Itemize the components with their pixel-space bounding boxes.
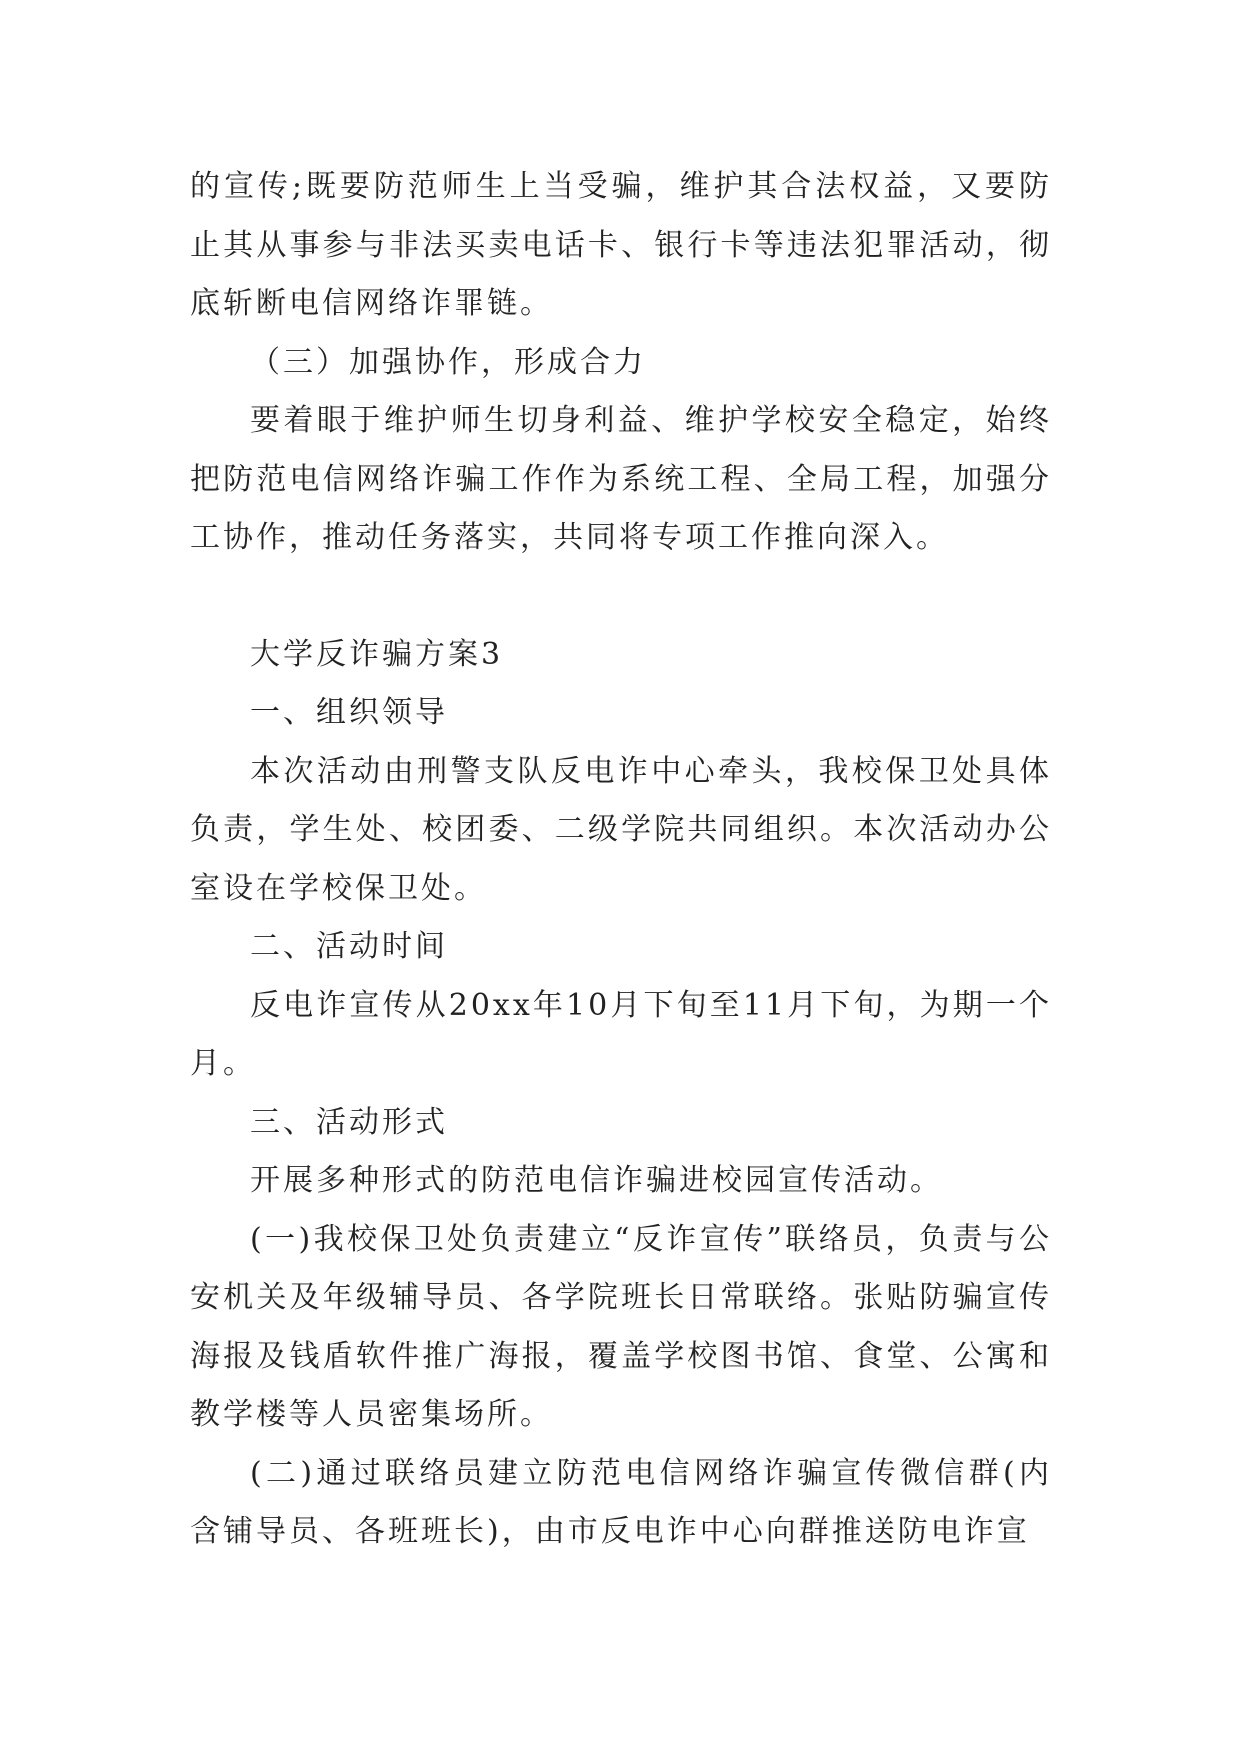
section-heading-leadership: 一、组织领导 <box>250 695 448 730</box>
paragraph-item-1: (一)我校保卫处负责建立“反诈宣传”联络员，负责与公安机关及年级辅导员、各学院班长日常联络。张贴防骗宣传海报及钱盾软件推广海报，覆盖学校图书馆、食堂、公寓和教学楼等人员密集场所。 <box>190 1221 1052 1432</box>
document-body <box>190 158 1052 1562</box>
paragraph-item-2: (二)通过联络员建立防范电信网络诈骗宣传微信群(内含铺导员、各班班长)，由市反电诈中心向群推送防电诈宣 <box>190 1455 1052 1549</box>
paragraph-leadership: 本次活动由刑警支队反电诈中心牵头，我校保卫处具体负责，学生处、校团委、二级学院共同组织。本次活动办公室设在学校保卫处。 <box>190 753 1052 906</box>
plan-title: 大学反诈骗方案3 <box>250 636 504 672</box>
paragraph-time: 反电诈宣传从20xx年10月下旬至11月下旬，为期一个月。 <box>190 987 1052 1081</box>
paragraph-form: 开展多种形式的防范电信诈骗进校园宣传活动。 <box>250 1163 943 1198</box>
section-heading-time: 二、活动时间 <box>250 929 448 964</box>
paragraph-1: 的宣传;既要防范师生上当受骗，维护其合法权益，又要防止其从事参与非法买卖电话卡、银行卡等违法犯罪活动，彻底斩断电信网络诈罪链。 <box>190 169 1052 321</box>
section-heading-cooperation: （三）加强协作，形成合力 <box>250 344 646 380</box>
section-heading-form: 三、活动形式 <box>250 1104 448 1140</box>
paragraph-3: 要着眼于维护师生切身利益、维护学校安全稳定，始终把防范电信网络诈骗工作作为系统工程、全局工程，加强分工协作，推动任务落实，共同将专项工作推向深入。 <box>190 403 1052 555</box>
